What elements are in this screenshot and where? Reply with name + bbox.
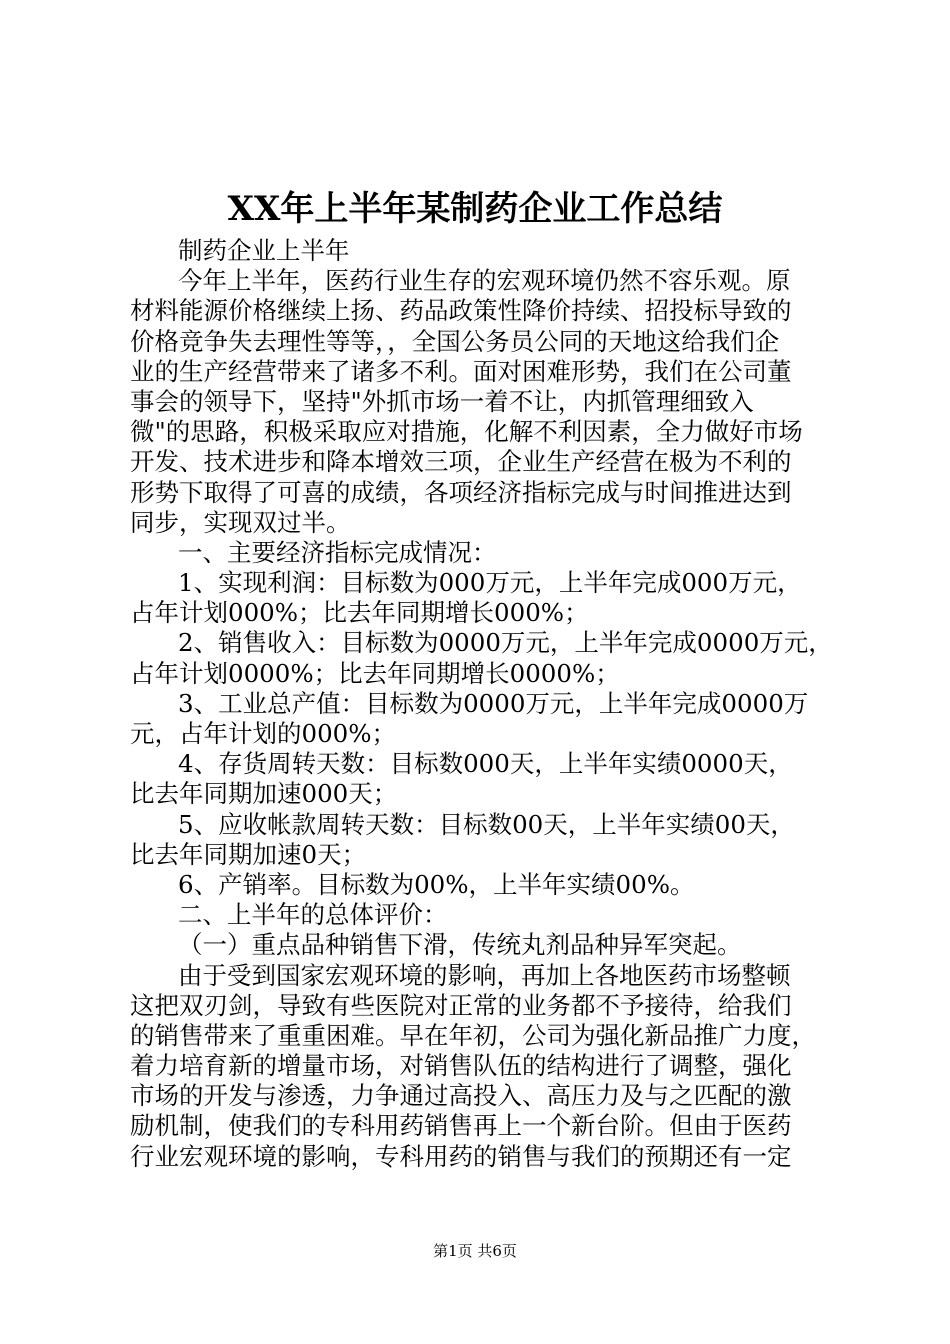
body-line-text: 占年计划0000%；比去年同期增长0000%；	[130, 658, 620, 688]
body-line-text: 元，占年计划的000%；	[130, 719, 397, 748]
body-line-text: 行业宏观环境的影响，专科用药的销售与我们的预期还有一定	[130, 1141, 792, 1171]
body-line	[130, 1021, 844, 1051]
body-line	[130, 598, 844, 628]
body-line	[130, 296, 844, 326]
body-line	[130, 1111, 844, 1141]
body-line-text: 6、产销率。目标数为00%，上半年实绩00%。	[178, 869, 695, 899]
body-line	[130, 417, 844, 447]
body-line	[130, 387, 844, 417]
body-line	[130, 991, 844, 1021]
body-line-text: 比去年同期加速0天；	[130, 839, 367, 869]
body-line-text: 比去年同期加速000天；	[130, 779, 398, 809]
body-line-text: （一）重点品种销售下滑，传统丸剂品种异军突起。	[178, 930, 742, 960]
body-line-text: 的销售带来了重重困难。早在年初，公司为强化新品推广力度，	[130, 1020, 816, 1050]
body-line-text: 励机制，使我们的专科用药销售再上一个新台阶。但由于医药	[130, 1111, 792, 1141]
document-title: XX年上半年某制药企业工作总结	[227, 189, 723, 229]
body-line-text: 业的生产经营带来了诸多不利。面对困难形势，我们在公司董	[130, 356, 792, 386]
body-line	[130, 508, 844, 538]
body-line-text: 这把双刃剑，导致有些医院对正常的业务都不予接待，给我们	[130, 990, 792, 1020]
body-line	[130, 628, 844, 658]
page-footer: 第1页 共6页	[433, 1242, 517, 1260]
body-line	[130, 749, 844, 779]
body-line-text: 市场的开发与渗透，力争通过高投入、高压力及与之匹配的激	[130, 1081, 792, 1111]
body-line-text: 由于受到国家宏观环境的影响，再加上各地医药市场整顿	[178, 960, 791, 990]
body-line	[130, 719, 844, 749]
document-body	[130, 236, 844, 1172]
body-line	[130, 447, 844, 477]
body-line	[130, 1081, 844, 1111]
body-line	[130, 357, 844, 387]
body-line-text: 开发、技术进步和降本增效三项，企业生产经营在极为不利的	[130, 447, 792, 477]
body-line-text: 1、实现利润：目标数为000万元，上半年完成000万元，	[178, 568, 802, 598]
body-line	[130, 961, 844, 991]
body-line	[130, 659, 844, 689]
body-line-text: 同步，实现双过半。	[130, 507, 351, 537]
body-line-text: 占年计划000%；比去年同期增长000%；	[130, 598, 589, 628]
body-line-text: 事会的领导下，坚持"外抓市场一着不让，内抓管理细致入	[130, 386, 754, 416]
body-line-text: 4、存货周转天数：目标数000天，上半年实绩0000天，	[178, 749, 793, 779]
body-line	[130, 779, 844, 809]
body-line-text: 制药企业上半年	[178, 236, 350, 265]
body-line	[130, 689, 844, 719]
body-line-text: 2、销售收入：目标数为0000万元，上半年完成0000万元，	[178, 628, 833, 658]
body-line-text: 一、主要经济指标完成情况：	[178, 537, 497, 567]
body-line	[130, 538, 844, 568]
body-line	[130, 266, 844, 296]
body-line	[130, 236, 844, 266]
body-line-text: 微"的思路，积极采取应对措施，化解不利因素，全力做好市场	[130, 417, 803, 447]
body-line	[130, 840, 844, 870]
body-line-text: 今年上半年，医药行业生存的宏观环境仍然不容乐观。原	[178, 266, 791, 296]
body-line-text: 5、应收帐款周转天数：目标数00天，上半年实绩00天，	[178, 809, 795, 839]
body-line-text: 材料能源价格继续上扬、药品政策性降价持续、招投标导致的	[130, 296, 792, 326]
body-line	[130, 327, 844, 357]
body-line	[130, 1051, 844, 1081]
body-line	[130, 1142, 844, 1172]
body-line	[130, 870, 844, 900]
body-line	[130, 900, 844, 930]
body-line-text: 价格竞争失去理性等等，，全国公务员公同的天地这给我们企	[130, 326, 780, 356]
body-line-text: 着力培育新的增量市场，对销售队伍的结构进行了调整，强化	[130, 1051, 792, 1081]
body-line-text: 形势下取得了可喜的成绩，各项经济指标完成与时间推进达到	[130, 477, 792, 507]
body-line	[130, 568, 844, 598]
body-line	[130, 930, 844, 960]
body-line-text: 二、上半年的总体评价：	[178, 900, 448, 930]
body-line	[130, 810, 844, 840]
body-line-text: 3、工业总产值：目标数为0000万元，上半年完成0000万	[178, 688, 809, 718]
body-line	[130, 478, 844, 508]
